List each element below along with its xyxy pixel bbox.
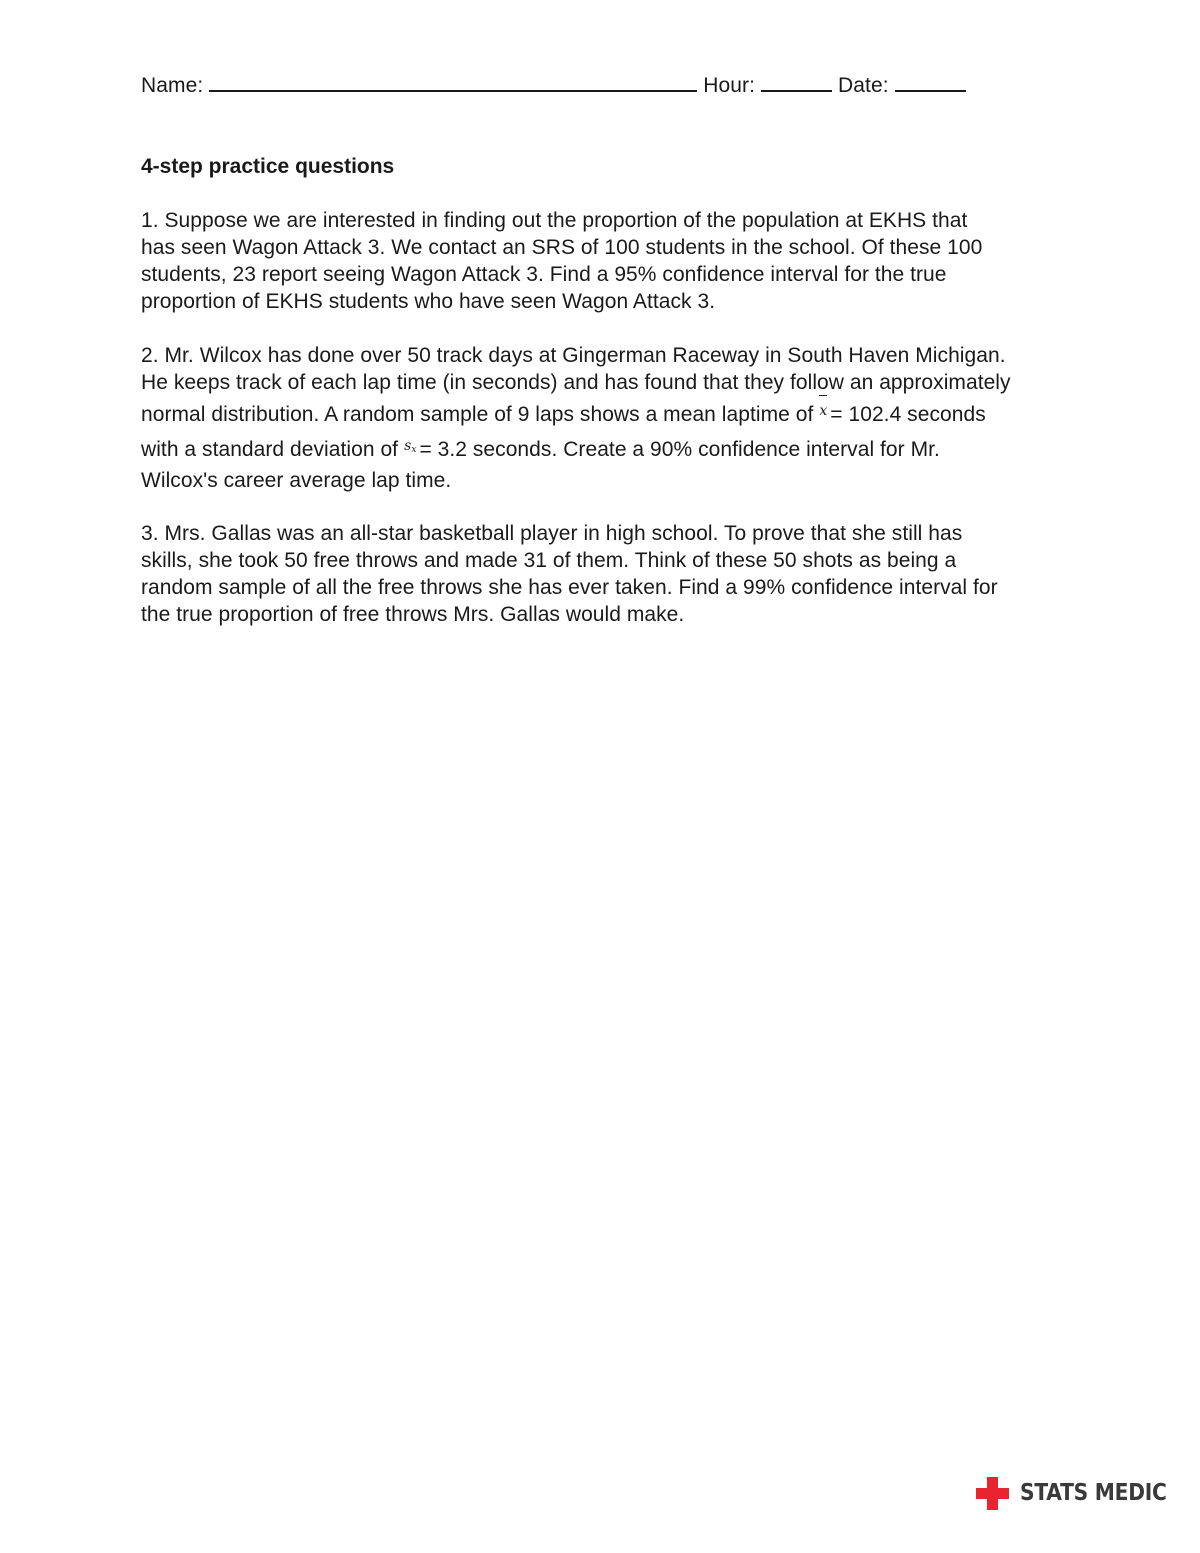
question-2 bbox=[141, 342, 1141, 494]
question-line: random sample of all the free throws she has ever taken. Find a 99% confidence interval for bbox=[141, 576, 998, 599]
question-line: proportion of EKHS students who have seen Wagon Attack 3. bbox=[141, 290, 716, 313]
date-label: Date: bbox=[837, 74, 889, 97]
sd-text-before: with a standard deviation of bbox=[141, 438, 399, 461]
question-line: has seen Wagon Attack 3. We contact an SRS of 100 students in the school. Of these 100 bbox=[141, 236, 983, 259]
stats-medic-logo bbox=[976, 1475, 1187, 1511]
red-cross-icon bbox=[976, 1477, 1009, 1510]
mean-text-before: normal distribution. A random sample of 9 laps shows a mean laptime of bbox=[141, 403, 814, 426]
question-line: 3. Mrs. Gallas was an all-star basketball player in high school. To prove that she still has bbox=[141, 522, 963, 545]
name-label: Name: bbox=[141, 74, 204, 97]
hour-blank-line bbox=[761, 72, 832, 92]
name-blank-line bbox=[209, 72, 697, 92]
sd-text-after: = 3.2 seconds. Create a 90% confidence interval for Mr. bbox=[419, 438, 940, 461]
question-line: He keeps track of each lap time (in seconds) and has found that they follow an approximately bbox=[141, 371, 1011, 394]
header-fields bbox=[141, 72, 966, 100]
question-1 bbox=[141, 207, 1141, 315]
page-heading: 4-step practice questions bbox=[141, 155, 395, 178]
sx-symbol: $s_x$ bbox=[404, 438, 417, 455]
question-line: skills, she took 50 free throws and made 31 of them. Think of these 50 shots as being a bbox=[141, 549, 957, 572]
question-line: the true proportion of free throws Mrs. Gallas would make. bbox=[141, 603, 685, 626]
question-line: 1. Suppose we are interested in finding out the proportion of the population at EKHS that bbox=[141, 209, 968, 232]
hour-label: Hour: bbox=[703, 74, 756, 97]
question-line: Wilcox's career average lap time. bbox=[141, 469, 452, 492]
question-line: 2. Mr. Wilcox has done over 50 track days at Gingerman Raceway in South Haven Michigan. bbox=[141, 344, 1006, 367]
date-blank-line bbox=[895, 72, 966, 92]
x-bar-symbol: x bbox=[819, 396, 827, 426]
mean-text-after: = 102.4 seconds bbox=[830, 403, 986, 426]
question-3 bbox=[141, 520, 1141, 628]
question-line: students, 23 report seeing Wagon Attack 3. Find a 95% confidence interval for the true bbox=[141, 263, 947, 286]
logo-text: STATS MEDIC bbox=[1020, 1480, 1167, 1506]
